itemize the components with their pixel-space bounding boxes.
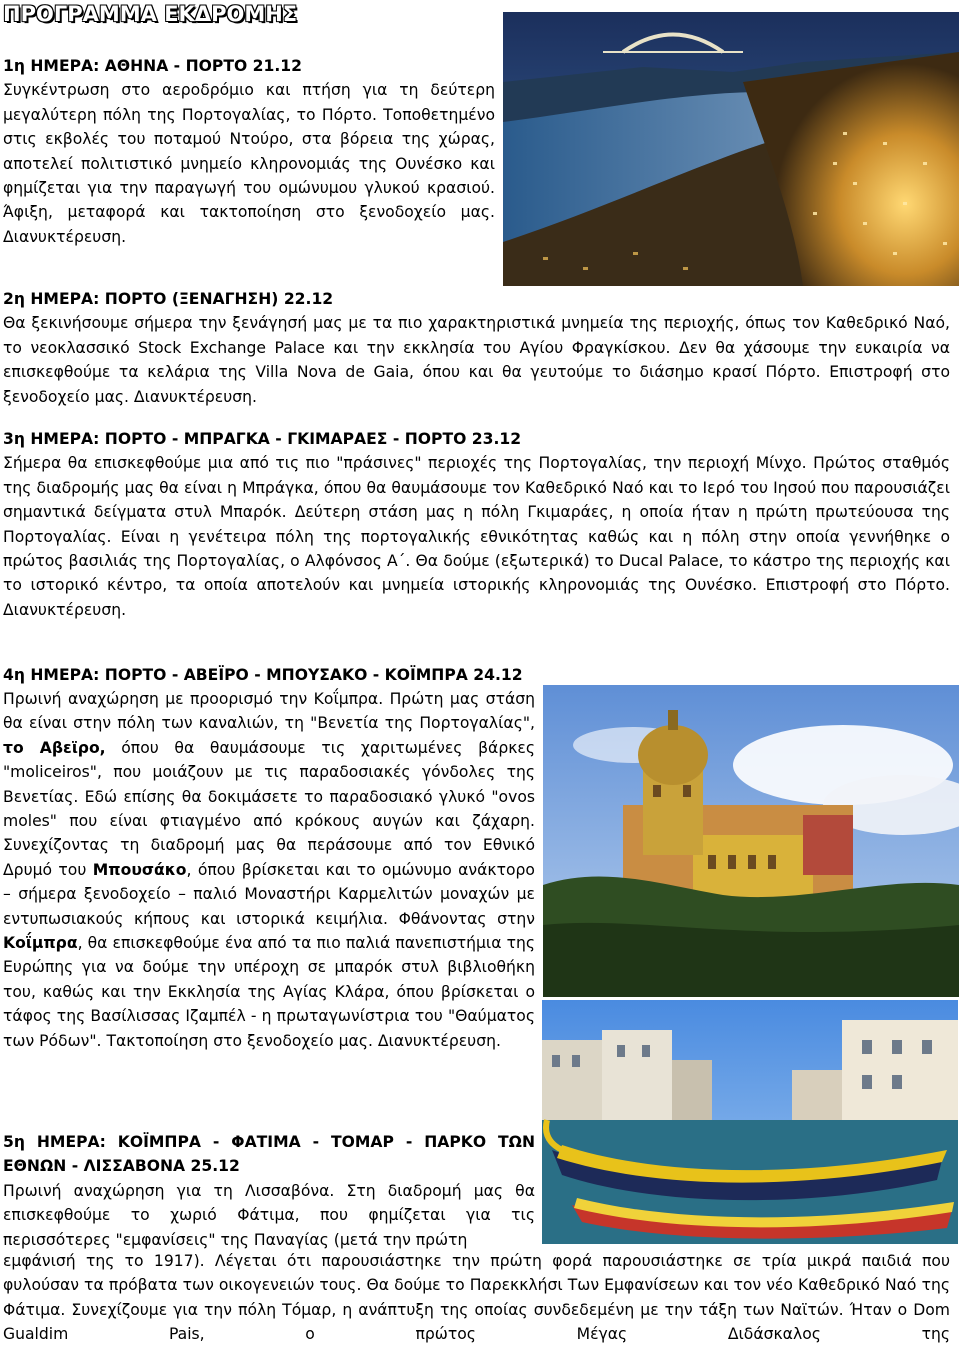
day3-text: Σήμερα θα επισκεφθούμε μια από τις πιο "πράσινες" περιοχές της Πορτογαλίας, την περιοχή Μίνχο. Πρώτος σταθμός της διαδρομής μας θα είναι η Μπράγκα, όπου θα θαυμάσουμε τον Καθεδρικό Ναό και το Ιερό του Ιησού που παρουσιάζει σημαντικά δείγματα στυλ Μπαρόκ. Δεύτερη στάση μας η πόλη Γκιμαράες, η οποία ήταν η πρώτη πρωτεύουσα της Πορτογαλίας. Είναι η γενέτειρα πόλη της πορτογαλικής εθνικότητας καθώς και η πόλη στην οποία γεννήθηκε ο πρώτος βασιλιάς της Πορτογαλίας, ο Αλφόνσος Α΄. Θα δούμε (εξωτερικά) το Ducal Palace, το κάστρο της περιοχής και το ιστορικό κέντρο, τα οποία αποτελούν και μνημεία ιστορικής κληρονομιάς της Ουνέσκο. Επιστροφή στο Πόρτο. Διανυκτέρευση. [3, 454, 950, 619]
aveiro-boats-photo [542, 1000, 958, 1244]
day2-heading: 2η ΗΜΕΡΑ: ΠΟΡΤΟ (ΞΕΝΑΓΗΣΗ) 22.12 [3, 290, 334, 308]
day4-text [3, 687, 535, 1053]
day4-heading: 4η ΗΜΕΡΑ: ΠΟΡΤΟ - ΑΒΕΪΡΟ - ΜΠΟΥΣΑΚΟ - ΚΟΪΜΠΡΑ 24.12 [3, 666, 523, 684]
day5-text-wide: εμφάνισή της το 1917). Λέγεται ότι παρουσιάστηκε την πρώτη φορά παρουσιάστηκε σε τρία μικρά παιδιά που φυλούσαν τα πρόβατα των οικογενειών τους. Θα δούμε το Παρεκκλήσι Των Εμφανίσεων και τον νέο Καθεδρικό Ναό της Φάτιμα. Συνεχίζουμε για την πόλη Τόμαρ, η ανάπτυξη της οποίας συνδεδεμένη με την τάξη των Ναϊτών. Ήταν ο Dom Gualdim Pais, ο πρώτος Μέγας Διδάσκαλος της [3, 1252, 950, 1344]
day1-heading: 1η ΗΜΕΡΑ: ΑΘΗΝΑ - ΠΟΡΤΟ 21.12 [3, 57, 302, 75]
day3-heading: 3η ΗΜΕΡΑ: ΠΟΡΤΟ - ΜΠΡΑΓΚΑ - ΓΚΙΜΑΡΑΕΣ - ΠΟΡΤΟ 23.12 [3, 430, 522, 448]
day1-text: Συγκέντρωση στο αεροδρόμιο και πτήση για τη δεύτερη μεγαλύτερη πόλη της Πορτογαλίας, το Πόρτο. Τοποθετημένο στις εκβολές του ποταμού Ντούρο, στα βόρεια της χώρας, αποτελεί πολιτιστικό μνημείο κληρονομιάς της Ουνέσκο και φημίζεται για την παραγωγή του ομώνυμου γλυκού κρασιού. Άφιξη, μεταφορά και τακτοποίηση στο ξενοδοχείο μας. Διανυκτέρευση. [3, 81, 495, 246]
day5-heading-line2: ΕΘΝΩΝ - ΛΙΣΣΑΒΟΝΑ 25.12 [3, 1157, 240, 1176]
day4-text-part1: Πρωινή αναχώρηση με προορισμό την Κοΐμπρα. Πρώτη μας στάση θα είναι στην πόλη των καναλιών, τη "Βενετία της Πορτογαλίας", [3, 690, 535, 733]
day4-text-part3: , όπου βρίσκεται και το ομώνυμο ανάκτορο – σήμερα ξενοδοχείο – παλιό Μοναστήρι Καρμελιτών μοναχών με εντυπωσιακούς κήπους και ιστορικά κειμήλια. Φθάνοντας στην [3, 860, 535, 928]
day4-coimbra: Κοΐμπρα [3, 934, 78, 953]
day5-heading-line1: 5η ΗΜΕΡΑ: ΚΟΪΜΠΡΑ - ΦΑΤΙΜΑ - ΤΟΜΑΡ - ΠΑΡΚΟ ΤΩΝ [3, 1133, 535, 1151]
day5-heading [3, 1130, 535, 1179]
pena-palace-photo [543, 685, 959, 997]
day2-text: Θα ξεκινήσουμε σήμερα την ξενάγησή μας με τα πιο χαρακτηριστικά μνημεία της περιοχής, όπως τον Καθεδρικό Ναό, το νεοκλασσικό Stock Exchange Palace και την εκκλησία του Αγίου Φραγκίσκου. Δεν θα χάσουμε την ευκαιρία να επισκεφθούμε τα κελάρια της Villa Nova de Gaia, όπου και θα γευτούμε το διάσημο κρασί Πόρτο. Επιστροφή στο ξενοδοχείο μας. Διανυκτέρευση. [3, 314, 950, 406]
day4-aveiro: το Αβεϊρο, [3, 738, 106, 757]
page-title: ΠΡΟΓΡΑΜΜΑ ΕΚΔΡΟΜΗΣ [3, 2, 298, 26]
porto-night-photo [503, 12, 959, 286]
day4-text-part4: , θα επισκεφθούμε ένα από τα πιο παλιά πανεπιστήμια της Ευρώπης για να δούμε την υπέροχη σε μπαρόκ στυλ βιβλιοθήκη του, καθώς και την Εκκλησία της Αγίας Κλάρα, όπου βρίσκεται ο τάφος της Βασίλισσας Ιζαμπέλ - η πρωταγωνίστρια του "Θαύματος των Ρόδων". Τακτοποίηση στο ξενοδοχείο μας. Διανυκτέρευση. [3, 934, 535, 1050]
day4-text-part2: όπου θα θαυμάσουμε τις χαριτωμένες βάρκες "moliceiros", που μοιάζουν με τις παραδοσιακές γόνδολες της Βενετίας. Εδώ επίσης θα δοκιμάσετε το παραδοσιακό γλυκό "ovos moles" που είναι φτιαγμένο από κρόκους αυγών και ζάχαρη. Συνεχίζοντας τη διαδρομή μας θα περάσουμε από τον Εθνικό Δρυμό του [3, 738, 535, 879]
day4-bussaco: Μπουσάκο [92, 860, 187, 879]
day2-section [3, 287, 950, 409]
day1-section [3, 54, 495, 249]
day5-text-narrow: Πρωινή αναχώρηση για τη Λισσαβόνα. Στη διαδρομή μας θα επισκεφθούμε το χωριό Φάτιμα, που φημίζεται για τις περισσότερες "εμφανίσεις" της Παναγίας (μετά την πρώτη [3, 1182, 535, 1249]
day3-section [3, 427, 950, 622]
